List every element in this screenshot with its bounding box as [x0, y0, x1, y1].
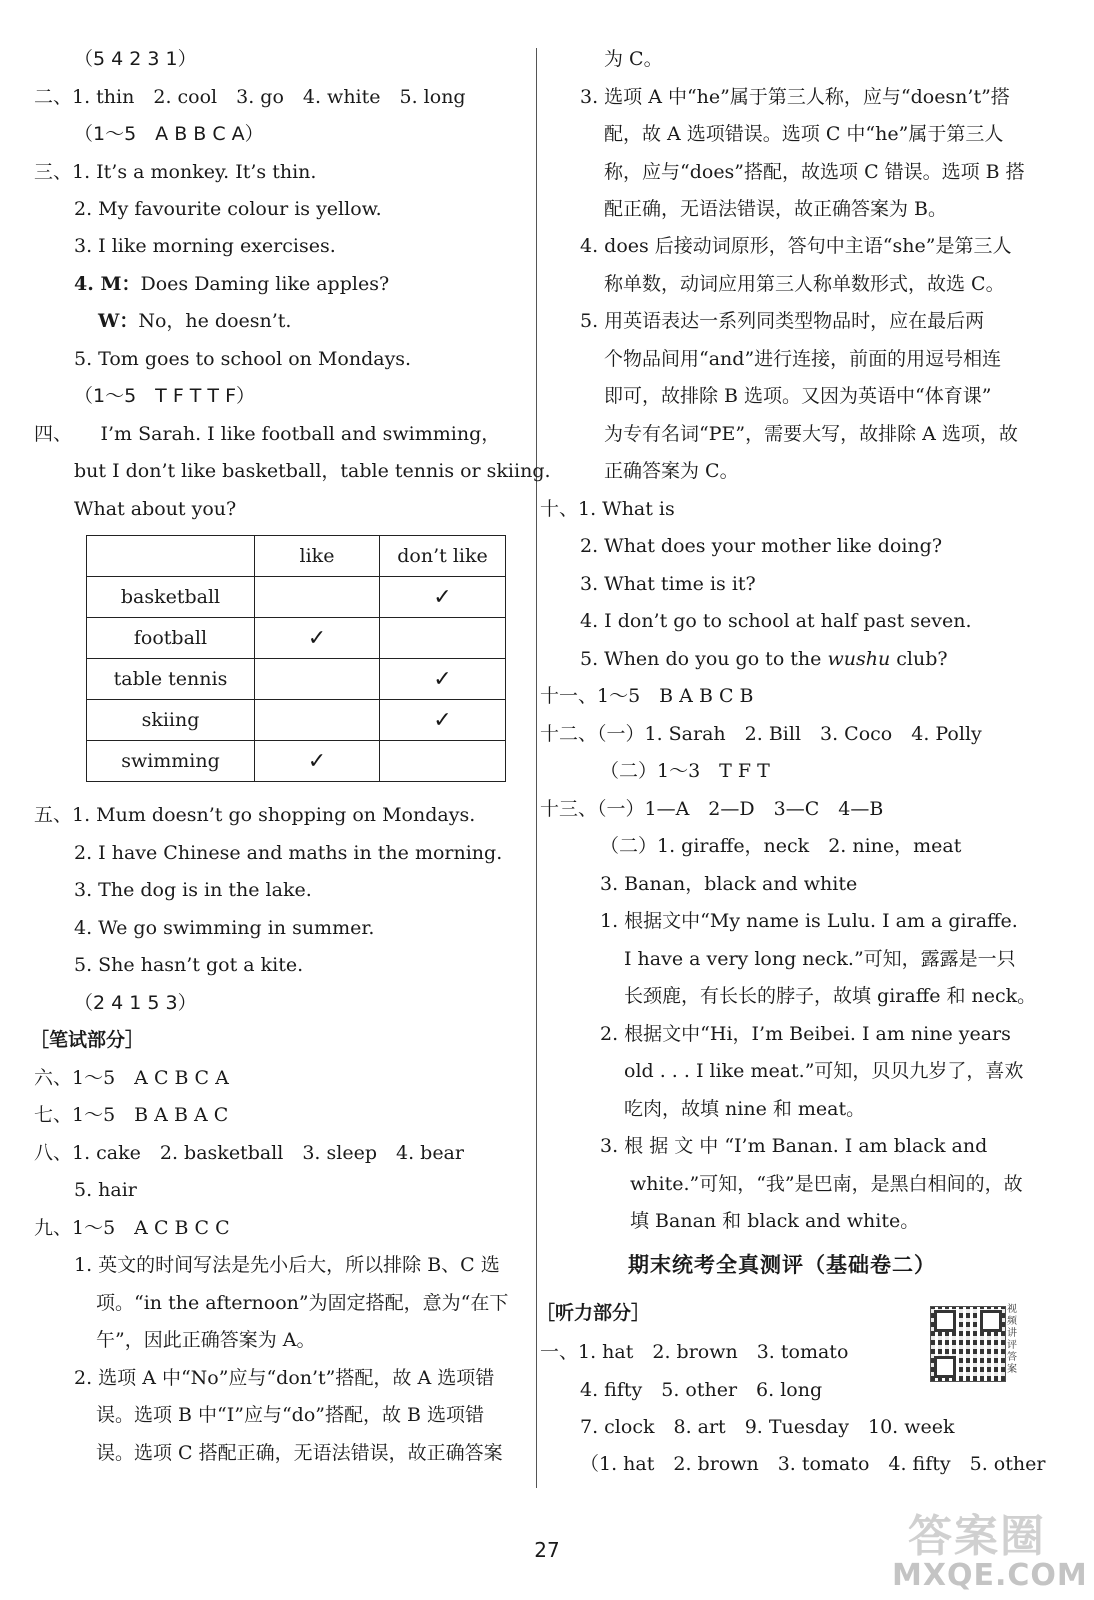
- passage-line: What about you?: [74, 498, 237, 520]
- answer-line: 7. clock 8. art 9. Tuesday 10. week: [580, 1416, 955, 1438]
- explanation-line: 2. 根据文中“Hi，I’m Beibei. I am nine years: [600, 1023, 1011, 1045]
- table-cell-item: swimming: [87, 741, 255, 782]
- watermark-url: MXQE.COM: [892, 1558, 1088, 1593]
- explanation-line: 个物品间用“and”进行连接，前面的用逗号相连: [604, 348, 1002, 370]
- answer-line: （二）1～3 T F T: [600, 760, 770, 782]
- explanation-line: 配正确，无语法错误，故正确答案为 B。: [604, 198, 948, 220]
- page-number: 27: [534, 1538, 560, 1562]
- answer-line: 5. She hasn’t got a kite.: [74, 954, 304, 976]
- answer-line: 4. We go swimming in summer.: [74, 917, 375, 939]
- answer-line: （1～5 A B B C A）: [74, 123, 264, 145]
- answer-text: 5. When do you go to the: [580, 648, 828, 670]
- answer-line: 5. Tom goes to school on Mondays.: [74, 348, 412, 370]
- answer-line: 十三、（一）1—A 2—D 3—C 4—B: [540, 798, 884, 820]
- answer-line: 4. fifty 5. other 6. long: [580, 1379, 823, 1401]
- answer-line: 五、1. Mum doesn’t go shopping on Mondays.: [34, 804, 476, 826]
- answer-line: 2. My favourite colour is yellow.: [74, 198, 382, 220]
- section-title: 期末统考全真测评（基础卷二）: [628, 1253, 936, 1277]
- explanation-line: 称，应与“does”搭配，故选项 C 错误。选项 B 搭: [604, 161, 1025, 183]
- qr-caption: 视频讲评答案: [1007, 1304, 1017, 1375]
- explanation-line: 为 C。: [604, 48, 663, 70]
- answer-line: （1. hat 2. brown 3. tomato 4. fifty 5. other: [580, 1453, 1046, 1475]
- answer-line: 十、1. What is: [540, 498, 675, 520]
- explanation-line: 1. 根据文中“My name is Lulu. I am a giraffe.: [600, 910, 1018, 932]
- explanation-line: I have a very long neck.”可知，露露是一只: [624, 948, 1016, 970]
- section-label: ［笔试部分］: [30, 1029, 145, 1051]
- answer-line: 十二、（一）1. Sarah 2. Bill 3. Coco 4. Polly: [540, 723, 982, 745]
- table-header: don’t like: [380, 536, 506, 577]
- answer-line: 六、1～5 A C B C A: [34, 1067, 229, 1089]
- explanation-line: 3. 根 据 文 中 “I’m Banan. I am black and: [600, 1135, 988, 1157]
- answer-line: 3. I like morning exercises.: [74, 235, 336, 257]
- explanation-line: 吃肉，故填 nine 和 meat。: [624, 1098, 866, 1120]
- answer-line: 一、1. hat 2. brown 3. tomato: [540, 1341, 849, 1363]
- table-row: [87, 577, 506, 618]
- answer-line: 3. The dog is in the lake.: [74, 879, 312, 901]
- explanation-line: 为专有名词“PE”，需要大写，故排除 A 选项，故: [604, 423, 1018, 445]
- watermark-logo: [890, 1500, 1090, 1596]
- answer-line: 2. What does your mother like doing?: [580, 535, 943, 557]
- table-cell-item: football: [87, 618, 255, 659]
- explanation-line: 1. 英文的时间写法是先小后大，所以排除 B、C 选: [74, 1254, 500, 1276]
- explanation-line: 正确答案为 C。: [604, 460, 739, 482]
- explanation-line: 称单数，动词应用第三人称单数形式，故选 C。: [604, 273, 1005, 295]
- speaker-label: W：: [98, 310, 139, 332]
- table-cell-item: skiing: [87, 700, 255, 741]
- table-header: like: [255, 536, 380, 577]
- explanation-line: 误。选项 B 中“I”应与“do”搭配，故 B 选项错: [96, 1404, 485, 1426]
- answer-line: （2 4 1 5 3）: [74, 992, 197, 1014]
- table-cell-like: [255, 659, 380, 700]
- passage-line: but I don’t like basketball，table tennis or skiing.: [74, 460, 551, 482]
- speaker-label: 4. M：: [74, 273, 141, 295]
- qr-code[interactable]: [930, 1306, 1006, 1382]
- explanation-line: 填 Banan 和 black and white。: [630, 1210, 920, 1232]
- answer-line: [580, 646, 948, 672]
- table-row: [87, 700, 506, 741]
- dialogue-line: [98, 308, 291, 334]
- answer-line: 4. I don’t go to school at half past seven.: [580, 610, 972, 632]
- table-row: [87, 741, 506, 782]
- watermark-text: 答案圈: [908, 1511, 1046, 1562]
- explanation-line: 2. 选项 A 中“No”应与“don’t”搭配，故 A 选项错: [74, 1367, 495, 1389]
- answer-line: 十一、1～5 B A B C B: [540, 685, 754, 707]
- explanation-line: 配，故 A 选项错误。选项 C 中“he”属于第三人: [604, 123, 1004, 145]
- table-cell-like: [255, 577, 380, 618]
- answer-line: 5. hair: [74, 1179, 137, 1201]
- explanation-line: 3. 选项 A 中“he”属于第三人称，应与“doesn’t”搭: [580, 86, 1010, 108]
- answer-line: 3. What time is it?: [580, 573, 756, 595]
- table-cell-dislike: [380, 741, 506, 782]
- table-row: [87, 659, 506, 700]
- dialogue-text: Does Daming like apples?: [140, 273, 390, 295]
- answer-line: 九、1～5 A C B C C: [34, 1217, 230, 1239]
- answer-line: （1～5 T F T T F）: [74, 385, 256, 407]
- table-cell-dislike: ✓: [380, 577, 506, 618]
- explanation-line: 午”，因此正确答案为 A。: [96, 1329, 316, 1351]
- explanation-line: 4. does 后接动词原形，答句中主语“she”是第三人: [580, 235, 1012, 257]
- table-header: [87, 536, 255, 577]
- table-cell-like: ✓: [255, 741, 380, 782]
- explanation-line: old . . . I like meat.”可知，贝贝九岁了，喜欢: [624, 1060, 1024, 1082]
- table-cell-dislike: ✓: [380, 700, 506, 741]
- dialogue-text: No，he doesn’t.: [138, 310, 292, 332]
- answer-line: 七、1～5 B A B A C: [34, 1104, 229, 1126]
- table-row: [87, 618, 506, 659]
- answer-line: 二、1. thin 2. cool 3. go 4. white 5. long: [34, 86, 466, 108]
- passage-line: 四、 I’m Sarah. I like football and swimming，: [34, 423, 501, 445]
- answer-line: 三、1. It’s a monkey. It’s thin.: [34, 161, 317, 183]
- explanation-line: white.”可知，“我”是巴南，是黑白相间的，故: [630, 1173, 1023, 1195]
- answer-text-italic: wushu: [827, 648, 891, 670]
- explanation-line: 项。“in the afternoon”为固定搭配，意为“在下: [96, 1292, 509, 1314]
- explanation-line: 误。选项 C 搭配正确，无语法错误，故正确答案: [96, 1442, 503, 1464]
- table-cell-dislike: ✓: [380, 659, 506, 700]
- explanation-line: 长颈鹿，有长长的脖子，故填 giraffe 和 neck。: [624, 985, 1037, 1007]
- column-divider: [536, 48, 537, 1488]
- answer-line: 八、1. cake 2. basketball 3. sleep 4. bear: [34, 1142, 464, 1164]
- dialogue-line: [74, 271, 389, 297]
- table-cell-item: basketball: [87, 577, 255, 618]
- answer-line: 2. I have Chinese and maths in the morning.: [74, 842, 503, 864]
- explanation-line: 即可，故排除 B 选项。又因为英语中“体育课”: [604, 385, 992, 407]
- answer-line: （5 4 2 3 1）: [74, 48, 197, 70]
- answer-line: （二）1. giraffe，neck 2. nine，meat: [600, 835, 962, 857]
- table-header-row: [87, 536, 506, 577]
- table-cell-dislike: [380, 618, 506, 659]
- answer-line: 3. Banan，black and white: [600, 873, 858, 895]
- table-cell-like: [255, 700, 380, 741]
- section-label: ［听力部分］: [536, 1302, 651, 1324]
- preference-table: [86, 535, 506, 782]
- table-cell-like: ✓: [255, 618, 380, 659]
- explanation-line: 5. 用英语表达一系列同类型物品时，应在最后两: [580, 310, 985, 332]
- table-cell-item: table tennis: [87, 659, 255, 700]
- answer-text: club?: [890, 648, 948, 670]
